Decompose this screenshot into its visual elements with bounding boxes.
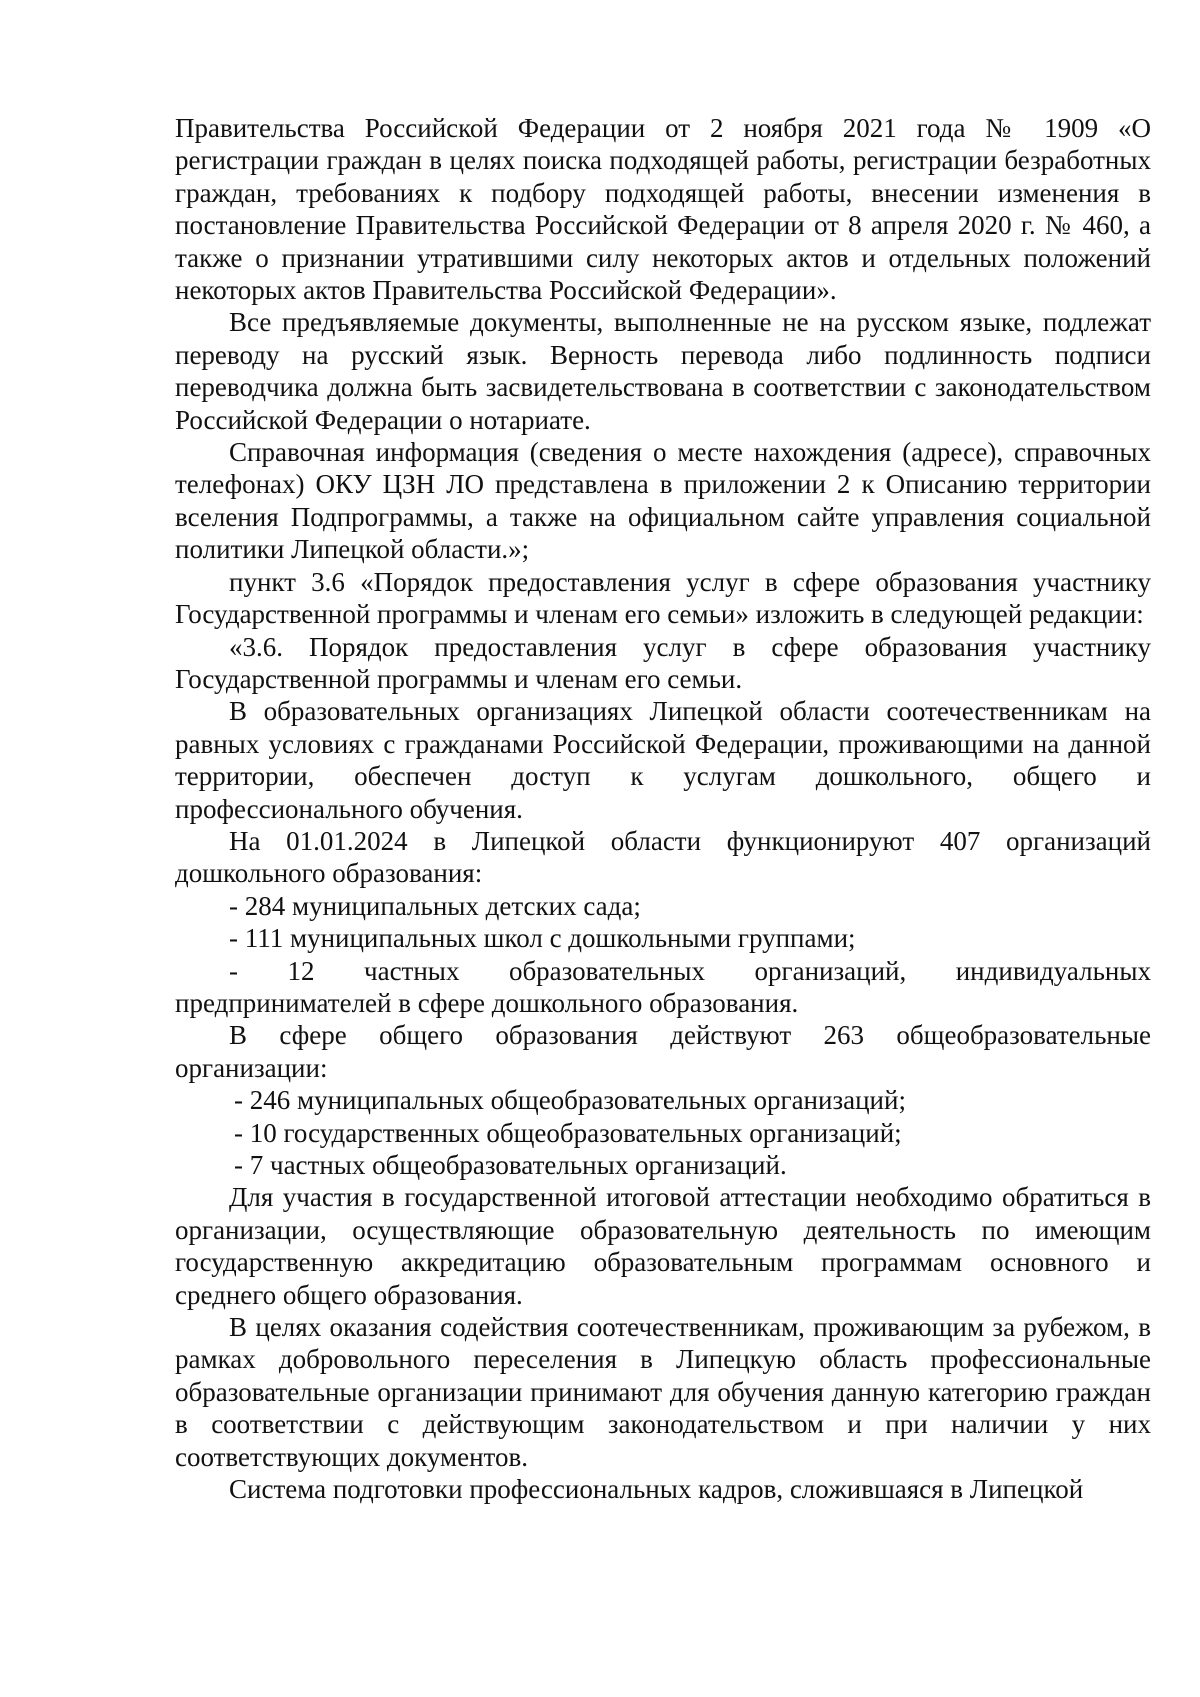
paragraph-section-3-6-title: «3.6. Порядок предоставления услуг в сфере образования участнику Государственной программы и членам его семьи. [175, 631, 1151, 694]
paragraph-government-decree: Правительства Российской Федерации от 2 ноября 2021 года № 1909 «О регистрации граждан в целях поиска подходящей работы, регистрации безработных граждан, требованиях к подбору подходящей работы, внесении изменения в постановление Правительства Российской Федерации от 8 апреля 2020 г. № 460, а также о признании утратившими силу некоторых актов и отдельных положений некоторых актов Правительства Российской Федерации». [175, 113, 1151, 306]
list-item-municipal-schools-preschool: - 111 муниципальных школ с дошкольными группами; [229, 923, 856, 954]
list-item-private-preschool: - 12 частных образовательных организаций, индивидуальных предпринимателей в сфере дошкольного образования. [175, 955, 1151, 1018]
paragraph-education-access: В образовательных организациях Липецкой области соотечественникам на равных условиях с гражданами Российской Федерации, проживающими на данной территории, обеспечен доступ к услугам дошкольного, общего и профессионального обучения. [175, 696, 1151, 824]
paragraph-point-3-6-amendment: пункт 3.6 «Порядок предоставления услуг в сфере образования участнику Государственной программы и членам его семьи» изложить в следующей редакции: [175, 566, 1151, 630]
paragraph-reference-info: Справочная информация (сведения о месте нахождения (адресе), справочных телефонах) ОКУ ЦЗН ЛО представлена в приложении 2 к Описанию территории вселения Подпрограммы, а также на официальном сайте управления социальной политики Липецкой области.»; [175, 437, 1151, 565]
paragraph-preschool-count: На 01.01.2024 в Липецкой области функционируют 407 организаций дошкольного образования: [175, 825, 1151, 889]
paragraph-final-certification: Для участия в государственной итоговой аттестации необходимо обратиться в организации, осуществляющие образовательную деятельность по имеющим государственную аккредитацию образовательным программам основного и среднего общего образования. [175, 1182, 1151, 1310]
paragraph-general-education-count: В сфере общего образования действуют 263 общеобразовательные организации: [175, 1020, 1151, 1083]
paragraph-compatriots-support: В целях оказания содействия соотечественникам, проживающим за рубежом, в рамках добровольного переселения в Липецкую область профессиональные образовательные организации принимают для обучения данную категорию граждан в соответствии с действующим законодательством и при наличии у них соответствующих документов. [175, 1312, 1151, 1472]
paragraph-training-system: Система подготовки профессиональных кадров, сложившаяся в Липецкой [229, 1474, 1084, 1505]
list-item-municipal-kindergartens: - 284 муниципальных детских сада; [229, 890, 641, 921]
paragraph-translation-requirements: Все предъявляемые документы, выполненные не на русском языке, подлежат переводу на русский язык. Верность перевода либо подлинность подписи переводчика должна быть засвидетельствована в соответствии с законодательством Российской Федерации о нотариате. [175, 307, 1151, 435]
list-item-municipal-general: - 246 муниципальных общеобразовательных организаций; [234, 1085, 906, 1116]
list-item-private-general: - 7 частных общеобразовательных организаций. [234, 1150, 787, 1180]
document-body [175, 112, 1151, 1505]
list-item-state-general: - 10 государственных общеобразовательных организаций; [234, 1117, 902, 1148]
